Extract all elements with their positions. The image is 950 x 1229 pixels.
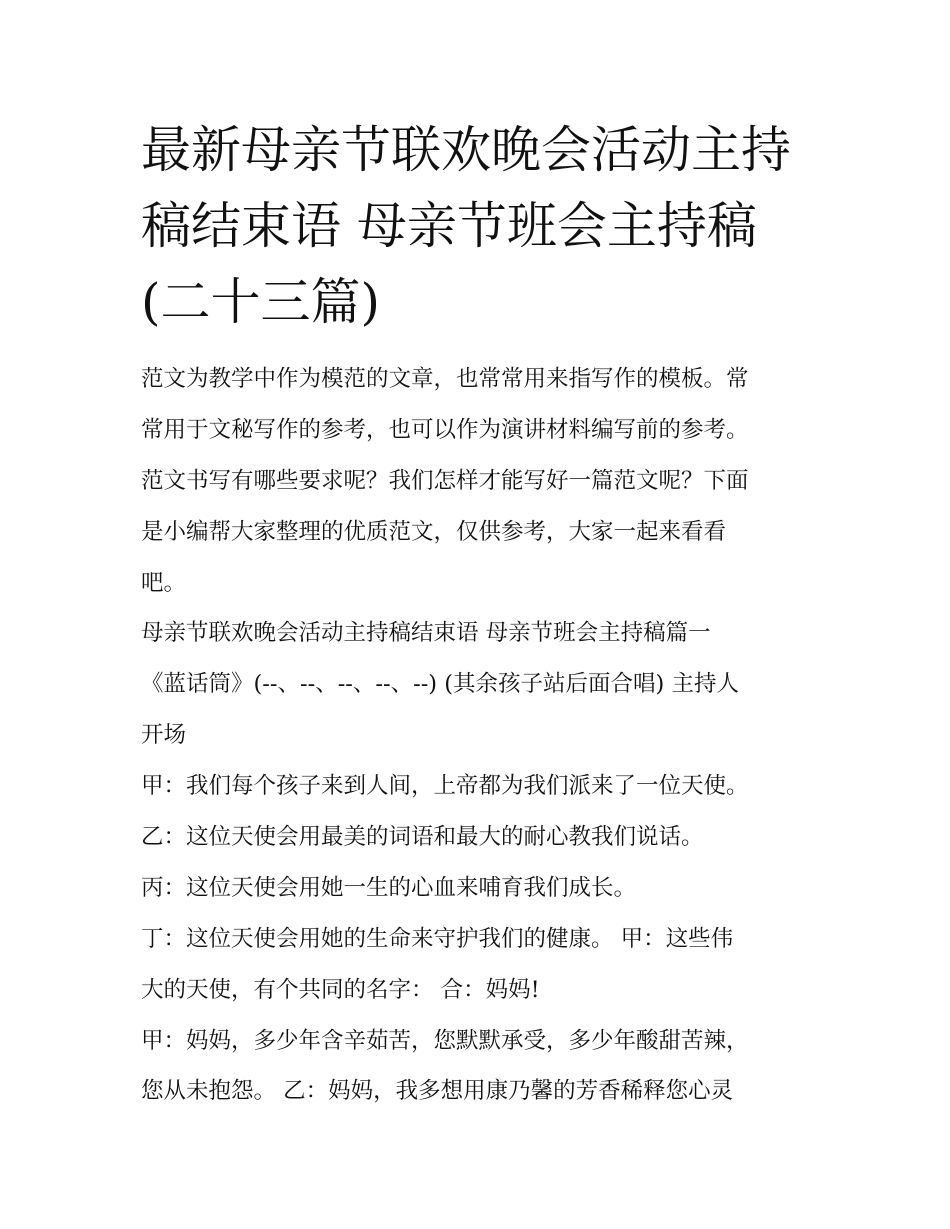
title-line: 最新母亲节联欢晚会活动主持 bbox=[141, 121, 791, 179]
document-title bbox=[141, 112, 831, 340]
title-line: 稿结束语 母亲节班会主持稿 bbox=[141, 197, 757, 255]
title-line: (二十三篇) bbox=[141, 273, 381, 331]
dialogue-line: 甲：我们每个孩子来到人间，上帝都为我们派来了一位天使。 bbox=[141, 773, 749, 800]
dialogue-line: 大的天使，有个共同的名字： 合：妈妈! bbox=[141, 976, 540, 1003]
dialogue-line: 甲：妈妈，多少年含辛茹苦，您默默承受，多少年酸甜苦辣， bbox=[141, 1027, 749, 1054]
body-line: 开场 bbox=[141, 722, 187, 749]
dialogue-line: 您从未抱怨。 乙：妈妈，我多想用康乃馨的芳香稀释您心灵 bbox=[141, 1078, 734, 1105]
dialogue-line: 乙：这位天使会用最美的词语和最大的耐心教我们说话。 bbox=[141, 824, 704, 851]
dialogue-line: 丙：这位天使会用她一生的心血来哺育我们成长。 bbox=[141, 874, 637, 901]
body-line: 是小编帮大家整理的优质范文，仅供参考，大家一起来看看 bbox=[141, 518, 727, 545]
body-line: 范文为教学中作为模范的文章，也常常用来指写作的模板。常 bbox=[141, 366, 749, 392]
dialogue-line: 丁：这位天使会用她的生命来守护我们的健康。 甲：这些伟 bbox=[141, 925, 734, 952]
body-line: 吧。 bbox=[141, 569, 187, 596]
body-line: 《蓝话筒》(--、--、--、--、--) (其余孩子站后面合唱) 主持人 bbox=[141, 671, 739, 698]
body-line: 范文书写有哪些要求呢？我们怎样才能写好一篇范文呢？下面 bbox=[141, 467, 749, 494]
body-line: 常用于文秘写作的参考，也可以作为演讲材料编写前的参考。 bbox=[141, 416, 749, 443]
section-heading-line: 母亲节联欢晚会活动主持稿结束语 母亲节班会主持稿篇一 bbox=[141, 620, 711, 647]
document-body bbox=[141, 354, 841, 1117]
